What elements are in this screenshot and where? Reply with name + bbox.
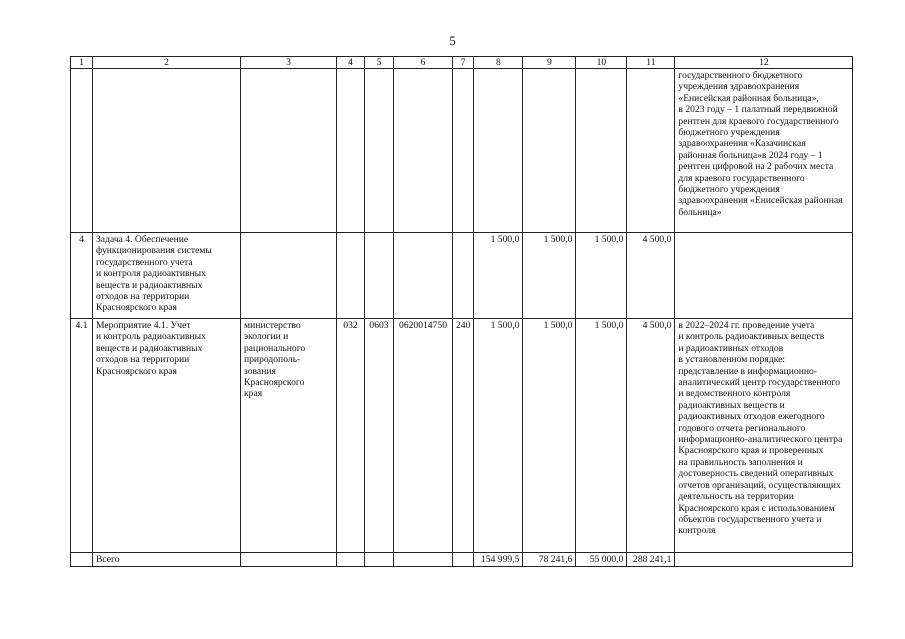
row-number-cell bbox=[71, 553, 93, 567]
row-number-cell: 4.1 bbox=[71, 319, 93, 553]
section-code-cell bbox=[365, 69, 394, 233]
row-number-cell bbox=[71, 69, 93, 233]
header-cell-7: 7 bbox=[453, 57, 474, 69]
amount-2023-cell: 1 500,0 bbox=[523, 233, 576, 319]
header-cell-1: 1 bbox=[71, 57, 93, 69]
header-cell-8: 8 bbox=[474, 57, 523, 69]
total-2024-cell: 55 000,0 bbox=[576, 553, 627, 567]
expense-type-cell bbox=[453, 69, 474, 233]
expense-type-cell bbox=[453, 233, 474, 319]
amount-2023-cell bbox=[523, 69, 576, 233]
amount-2024-cell bbox=[576, 69, 627, 233]
expected-result-cell: в 2022–2024 гг. проведение учета и контроль радиоактивных веществ и радиоактивных отходов в установленном порядке: представление в информационно- аналитический центр государственного и ведомственного контроля радиоактивных веществ и радиоактивных отходов ежегодного годового отчета регионального информационно-аналитического центра Красноярского края и проверенных на правильность заполнения и достоверность сведений оперативных отчетов организаций, осуществляющих деятельность на территории Красноярского края с использованием объектов государственного учета и контроля bbox=[675, 319, 853, 553]
executor-cell bbox=[241, 69, 337, 233]
amount-total-cell: 4 500,0 bbox=[627, 319, 675, 553]
target-code-cell bbox=[394, 553, 453, 567]
amount-total-cell: 4 500,0 bbox=[627, 233, 675, 319]
amount-2023-cell: 1 500,0 bbox=[523, 319, 576, 553]
table-row-task-4 bbox=[71, 233, 853, 319]
target-code-cell: 0620014750 bbox=[394, 319, 453, 553]
amount-total-cell bbox=[627, 69, 675, 233]
table-row-measure-4-1 bbox=[71, 319, 853, 553]
header-cell-2: 2 bbox=[93, 57, 241, 69]
table-row-continuation bbox=[71, 69, 853, 233]
target-code-cell bbox=[394, 69, 453, 233]
amount-2024-cell: 1 500,0 bbox=[576, 319, 627, 553]
total-label-cell: Всего bbox=[93, 553, 241, 567]
header-cell-3: 3 bbox=[241, 57, 337, 69]
item-name-cell: Задача 4. Обеспечение функционирования системы государственного учета и контроля радиоактивных веществ и радиоактивных отходов на территории Красноярского края bbox=[93, 233, 241, 319]
page-number: 5 bbox=[449, 33, 456, 48]
grbs-code-cell bbox=[337, 553, 365, 567]
grbs-code-cell: 032 bbox=[337, 319, 365, 553]
section-code-cell bbox=[365, 553, 394, 567]
expected-result-cell: государственного бюджетного учреждения здравоохранения «Енисейская районная больница», в 2023 году – 1 палатный передвижной рентген для краевого государственного бюджетного учреждения здравоохранения «Казачинская районная больница»в 2024 году – 1 рентген цифровой на 2 рабочих места для краевого государственного бюджетного учреждения здравоохранения «Енисейская районная больница» bbox=[675, 69, 853, 233]
table-header-row bbox=[71, 57, 853, 69]
header-cell-4: 4 bbox=[337, 57, 365, 69]
grand-total-cell: 288 241,1 bbox=[627, 553, 675, 567]
header-cell-11: 11 bbox=[627, 57, 675, 69]
header-cell-10: 10 bbox=[576, 57, 627, 69]
table-row-total bbox=[71, 553, 853, 567]
amount-2022-cell: 1 500,0 bbox=[474, 233, 523, 319]
executor-cell: министерство экологии и рационального природополь- зования Красноярского края bbox=[241, 319, 337, 553]
target-code-cell bbox=[394, 233, 453, 319]
section-code-cell bbox=[365, 233, 394, 319]
expense-type-cell: 240 bbox=[453, 319, 474, 553]
executor-cell bbox=[241, 553, 337, 567]
header-cell-6: 6 bbox=[394, 57, 453, 69]
amount-2022-cell bbox=[474, 69, 523, 233]
total-2022-cell: 154 999,5 bbox=[474, 553, 523, 567]
header-cell-5: 5 bbox=[365, 57, 394, 69]
row-number-cell: 4 bbox=[71, 233, 93, 319]
grbs-code-cell bbox=[337, 69, 365, 233]
amount-2024-cell: 1 500,0 bbox=[576, 233, 627, 319]
header-cell-9: 9 bbox=[523, 57, 576, 69]
expected-result-cell bbox=[675, 553, 853, 567]
section-code-cell: 0603 bbox=[365, 319, 394, 553]
expense-type-cell bbox=[453, 553, 474, 567]
expected-result-cell bbox=[675, 233, 853, 319]
executor-cell bbox=[241, 233, 337, 319]
budget-table bbox=[70, 56, 853, 567]
grbs-code-cell bbox=[337, 233, 365, 319]
amount-2022-cell: 1 500,0 bbox=[474, 319, 523, 553]
total-2023-cell: 78 241,6 bbox=[523, 553, 576, 567]
header-cell-12: 12 bbox=[675, 57, 853, 69]
item-name-cell: Мероприятие 4.1. Учет и контроль радиоактивных веществ и радиоактивных отходов на территории Красноярского края bbox=[93, 319, 241, 553]
item-name-cell bbox=[93, 69, 241, 233]
